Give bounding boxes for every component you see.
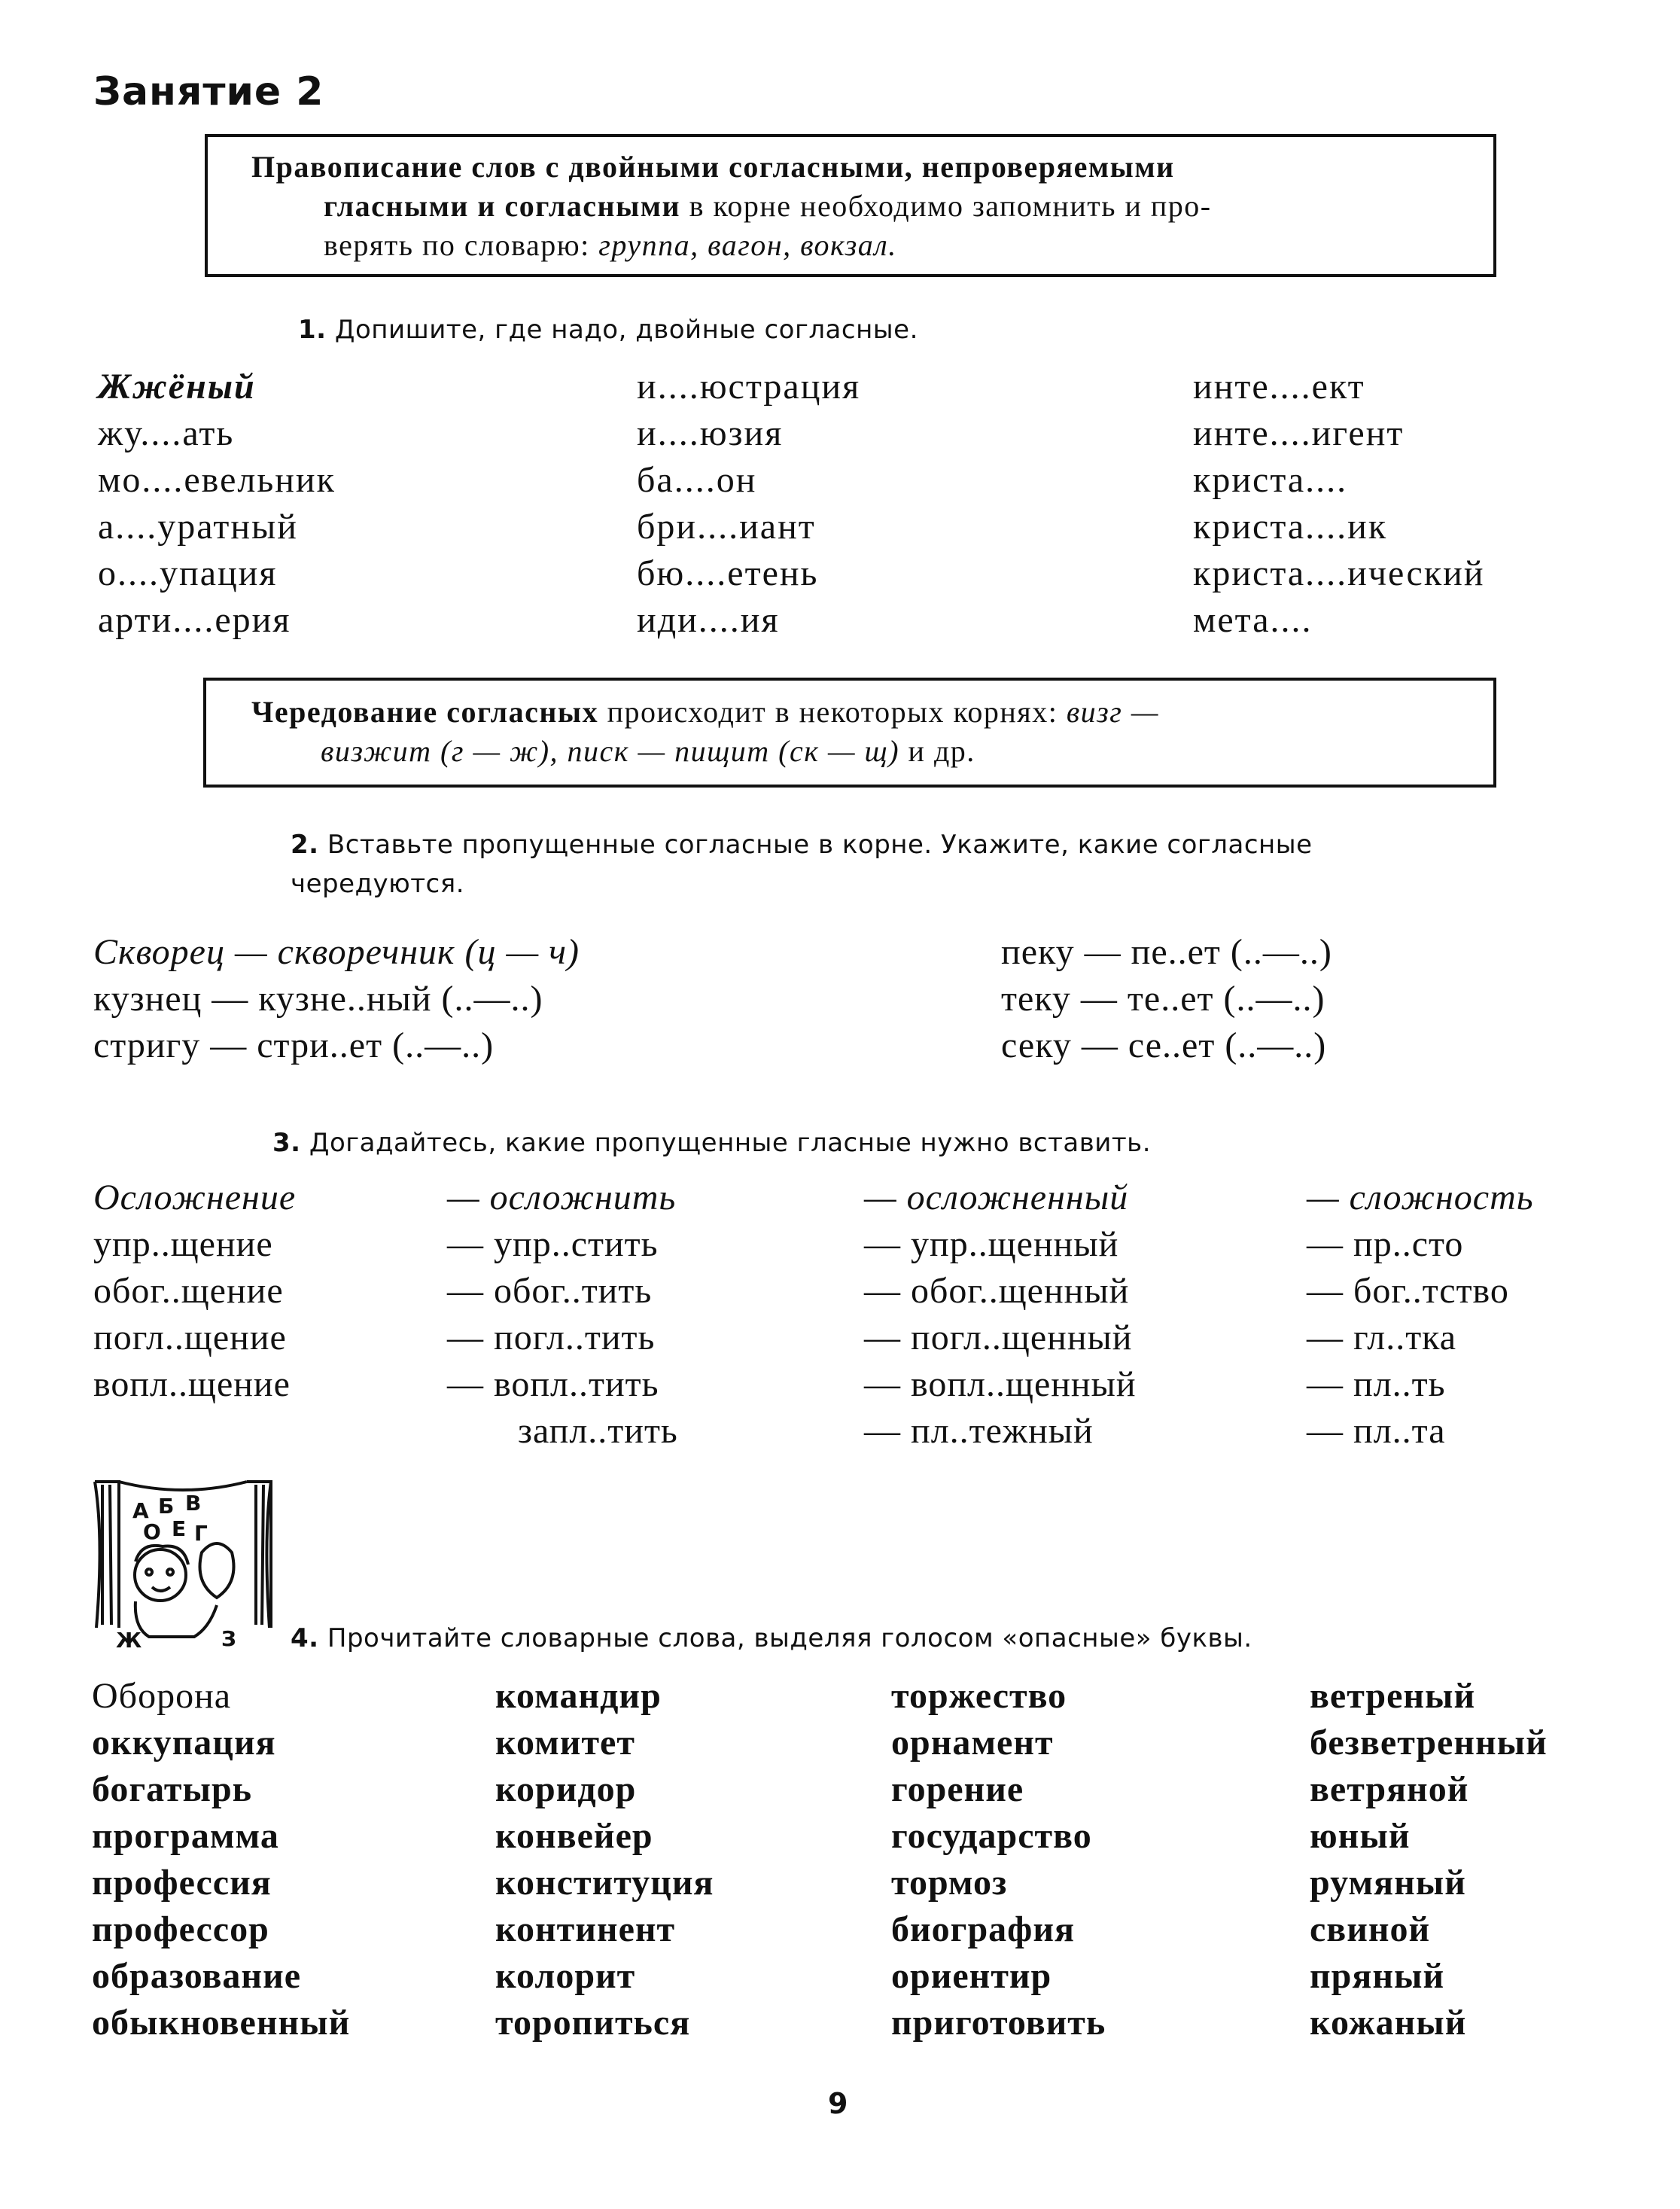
list-item: — погл..тить <box>447 1318 656 1357</box>
list-item: безветренный <box>1310 1723 1548 1763</box>
list-item: — упр..щенный <box>864 1224 1119 1264</box>
list-item: — сложность <box>1307 1178 1534 1217</box>
task3-instruction <box>272 1123 1151 1162</box>
task3-column-1 <box>93 1175 296 1408</box>
rule2-segment: визг — <box>1066 695 1159 729</box>
letter-e-icon: Е <box>172 1516 187 1541</box>
letter-g-icon: Г <box>194 1521 208 1546</box>
list-item: бю....етень <box>637 553 819 593</box>
list-item: ветреный <box>1310 1676 1476 1716</box>
list-item: Осложнение <box>93 1178 297 1217</box>
list-item: — осложнить <box>447 1178 677 1217</box>
list-item: — пл..тежный <box>864 1411 1094 1451</box>
task3-text: Догадайтесь, какие пропущенные гласные нужно вставить. <box>309 1128 1152 1158</box>
list-item: государство <box>891 1816 1092 1856</box>
list-item: торжество <box>891 1676 1067 1716</box>
task2-text-continued: чередуются. <box>291 869 465 899</box>
rule2-segment: и др. <box>899 734 975 768</box>
list-item: запл..тить <box>518 1411 678 1451</box>
list-item: орнамент <box>891 1723 1054 1763</box>
list-item: — пл..ть <box>1307 1364 1446 1404</box>
rule1-segment: верять по словарю: <box>324 228 599 262</box>
list-item: колорит <box>495 1956 636 1996</box>
task1-instruction <box>298 310 918 349</box>
rule1-line <box>251 187 1493 226</box>
task3-column-2 <box>447 1175 678 1455</box>
list-item: ориентир <box>891 1956 1052 1996</box>
list-item: горение <box>891 1769 1024 1809</box>
list-item: ба....он <box>637 460 757 500</box>
rule2-segment: Чередование согласных <box>251 695 599 729</box>
list-item: секу — се..ет (..—..) <box>1001 1025 1327 1065</box>
task1-text: Допишите, где надо, двойные согласные. <box>334 315 918 345</box>
task4-column-3 <box>891 1673 1106 2046</box>
task4-column-2 <box>495 1673 714 2046</box>
letter-b-icon: Б <box>158 1494 175 1519</box>
letter-a-icon: А <box>132 1498 149 1523</box>
list-item: арти....ерия <box>98 600 291 640</box>
list-item: бри....иант <box>637 507 816 547</box>
task1-column-2 <box>637 364 860 644</box>
list-item: профессия <box>92 1863 272 1903</box>
task4-instruction <box>291 1619 1252 1658</box>
rule1-line <box>251 226 1493 265</box>
list-item: ветряной <box>1310 1769 1469 1809</box>
list-item: инте....игент <box>1193 413 1405 453</box>
list-item: криста....ик <box>1193 507 1388 547</box>
list-item: — упр..стить <box>447 1224 659 1264</box>
list-item: мо....евельник <box>98 460 336 500</box>
rule-box-double-consonants <box>205 134 1496 277</box>
list-item: континент <box>495 1909 676 1949</box>
list-item: кузнец — кузне..ный (..—..) <box>93 979 543 1019</box>
list-item: теку — те..ет (..—..) <box>1001 979 1325 1019</box>
rule1-segment: гласными и согласными <box>324 189 681 223</box>
page-title: Занятие 2 <box>93 69 324 114</box>
letter-o-icon: О <box>143 1519 161 1544</box>
list-item: упр..щение <box>93 1224 273 1264</box>
task3-column-4 <box>1307 1175 1534 1455</box>
letter-z-icon: З <box>221 1626 236 1651</box>
task4-column-1 <box>92 1673 350 2046</box>
children-letters-illustration <box>89 1477 277 1655</box>
task2-instruction <box>291 825 1313 903</box>
task4-number: 4. <box>291 1623 319 1653</box>
list-item: и....юзия <box>637 413 784 453</box>
list-item: стригу — стри..ет (..—..) <box>93 1025 495 1065</box>
list-item: командир <box>495 1676 662 1716</box>
list-item: жу....ать <box>98 413 235 453</box>
rule1-segment: группа, вагон, вокзал. <box>598 228 897 262</box>
list-item: криста....ический <box>1193 553 1485 593</box>
list-item: обог..щение <box>93 1271 284 1311</box>
list-item: пряный <box>1310 1956 1445 1996</box>
rule1-segment: в корне необходимо запомнить и про- <box>680 189 1212 223</box>
letter-zh-icon: Ж <box>116 1628 142 1653</box>
rule2-segment: визжит (г — ж), писк — пищит (ск — щ) <box>321 734 900 768</box>
list-item: — бог..тство <box>1307 1271 1509 1311</box>
list-item: — пр..сто <box>1307 1224 1464 1264</box>
letter-v-icon: В <box>185 1491 202 1516</box>
task1-column-1 <box>98 364 336 644</box>
list-item: и....юстрация <box>637 367 861 407</box>
list-item: — погл..щенный <box>864 1318 1133 1357</box>
list-item: — осложненный <box>864 1178 1129 1217</box>
list-item: комитет <box>495 1723 635 1763</box>
rule2-line <box>251 732 1493 771</box>
task2-number: 2. <box>291 830 319 860</box>
page-number: 9 <box>828 2087 848 2120</box>
list-item: приготовить <box>891 2003 1106 2043</box>
list-item: вопл..щение <box>93 1364 291 1404</box>
list-item: тормоз <box>891 1863 1008 1903</box>
list-item: мета.... <box>1193 600 1313 640</box>
rule1-line <box>251 148 1493 187</box>
list-item: свиной <box>1310 1909 1431 1949</box>
task4-column-4 <box>1310 1673 1548 2046</box>
task3-number: 3. <box>272 1128 301 1158</box>
list-item: а....уратный <box>98 507 298 547</box>
rule2-segment: происходит в некоторых корнях: <box>598 695 1067 729</box>
rule1-segment: Правописание слов с двойными согласными, непроверяемыми <box>251 150 1175 184</box>
list-item: Оборона <box>92 1676 232 1716</box>
list-item: — гл..тка <box>1307 1318 1457 1357</box>
list-item: — обог..тить <box>447 1271 653 1311</box>
list-item: инте....ект <box>1193 367 1365 407</box>
list-item: о....упация <box>98 553 278 593</box>
list-item: погл..щение <box>93 1318 287 1357</box>
task4-text: Прочитайте словарные слова, выделяя голосом «опасные» буквы. <box>327 1623 1252 1653</box>
rule-box-consonant-alternation <box>203 678 1496 788</box>
list-item: обыкновенный <box>92 2003 351 2043</box>
rule2-line <box>251 693 1493 732</box>
list-item: торопиться <box>495 2003 691 2043</box>
list-item: конвейер <box>495 1816 653 1856</box>
list-item: образование <box>92 1956 302 1996</box>
list-item: кожаный <box>1310 2003 1467 2043</box>
list-item: профессор <box>92 1909 269 1949</box>
task3-column-3 <box>864 1175 1137 1455</box>
list-item: — пл..та <box>1307 1411 1446 1451</box>
list-item: румяный <box>1310 1863 1466 1903</box>
list-item: Жжёный <box>98 367 256 407</box>
task2-text: Вставьте пропущенные согласные в корне. Укажите, какие согласные <box>327 830 1313 860</box>
list-item: — обог..щенный <box>864 1271 1130 1311</box>
list-item: юный <box>1310 1816 1411 1856</box>
list-item: — вопл..тить <box>447 1364 659 1404</box>
list-item: — вопл..щенный <box>864 1364 1137 1404</box>
list-item: криста.... <box>1193 460 1348 500</box>
list-item: богатырь <box>92 1769 253 1809</box>
list-item: программа <box>92 1816 279 1856</box>
task2-left-column <box>93 929 580 1069</box>
list-item: иди....ия <box>637 600 780 640</box>
list-item: биография <box>891 1909 1075 1949</box>
list-item: оккупация <box>92 1723 276 1763</box>
list-item: Скворец — скворечник (ц — ч) <box>93 932 580 972</box>
list-item: пеку — пе..ет (..—..) <box>1001 932 1332 972</box>
list-item: конституция <box>495 1863 714 1903</box>
task1-column-3 <box>1193 364 1485 644</box>
list-item: коридор <box>495 1769 637 1809</box>
task1-number: 1. <box>298 315 327 345</box>
task2-right-column <box>1001 929 1332 1069</box>
